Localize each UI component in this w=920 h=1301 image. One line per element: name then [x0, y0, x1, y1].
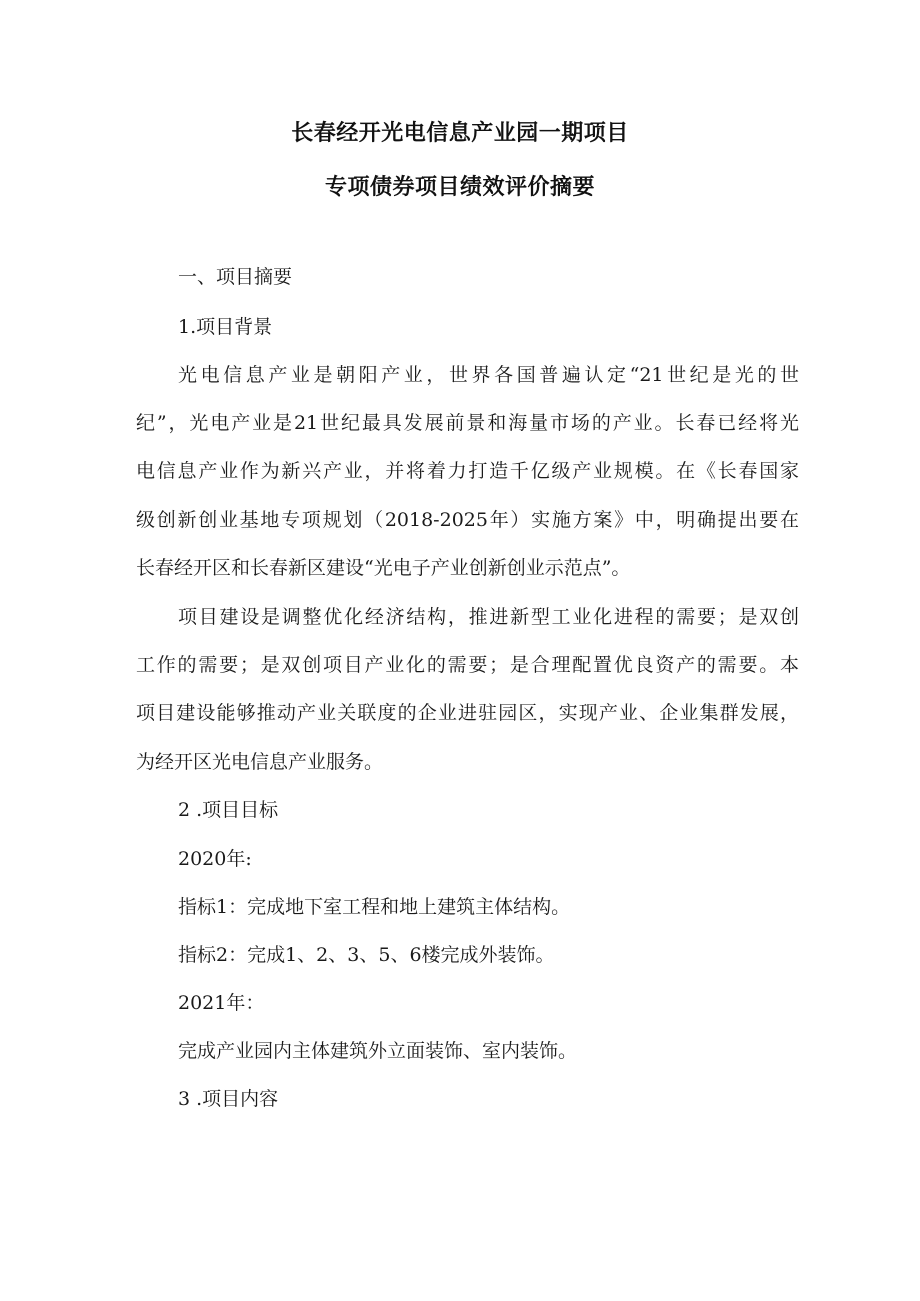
year-2021-label: 2021年： — [178, 992, 265, 1014]
necessity-para-line: 项目建设能够推动产业关联度的企业进驻园区，实现产业、企业集群发展， — [136, 702, 799, 724]
subsection-heading-goals: 2 .项目目标 — [178, 799, 279, 821]
subsection-heading-background: 1.项目背景 — [178, 316, 273, 338]
indicator-2: 指标2：完成1、2、3、5、6楼完成外装饰。 — [178, 944, 555, 966]
background-para-line: 级创新创业基地专项规划（2018-2025年）实施方案》中，明确提出要在 — [136, 509, 799, 531]
background-para-line: 电信息产业作为新兴产业，并将着力打造千亿级产业规模。在《长春国家 — [136, 460, 799, 482]
indicator-1: 指标1：完成地下室工程和地上建筑主体结构。 — [178, 896, 571, 918]
section-heading-project-summary: 一、项目摘要 — [178, 266, 293, 288]
necessity-para-line: 工作的需要；是双创项目产业化的需要；是合理配置优良资产的需要。本 — [136, 654, 799, 676]
goal-2021: 完成产业园内主体建筑外立面装饰、室内装饰。 — [178, 1040, 578, 1062]
necessity-para-line: 项目建设是调整优化经济结构，推进新型工业化进程的需要；是双创 — [178, 606, 799, 628]
background-para-line: 纪”，光电产业是21世纪最具发展前景和海量市场的产业。长春已经将光 — [136, 412, 799, 434]
necessity-para-line: 为经开区光电信息产业服务。 — [136, 751, 384, 773]
document-title-line2: 专项债券项目绩效评价摘要 — [324, 175, 595, 200]
year-2020-label: 2020年: — [178, 848, 252, 870]
background-para-line: 长春经开区和长春新区建设“光电子产业创新创业示范点”。 — [136, 557, 631, 579]
document-title-line1: 长春经开光电信息产业园一期项目 — [291, 121, 629, 146]
subsection-heading-content: 3 .项目内容 — [178, 1088, 279, 1110]
background-para-line: 光电信息产业是朝阳产业，世界各国普遍认定“21世纪是光的世 — [178, 364, 799, 386]
